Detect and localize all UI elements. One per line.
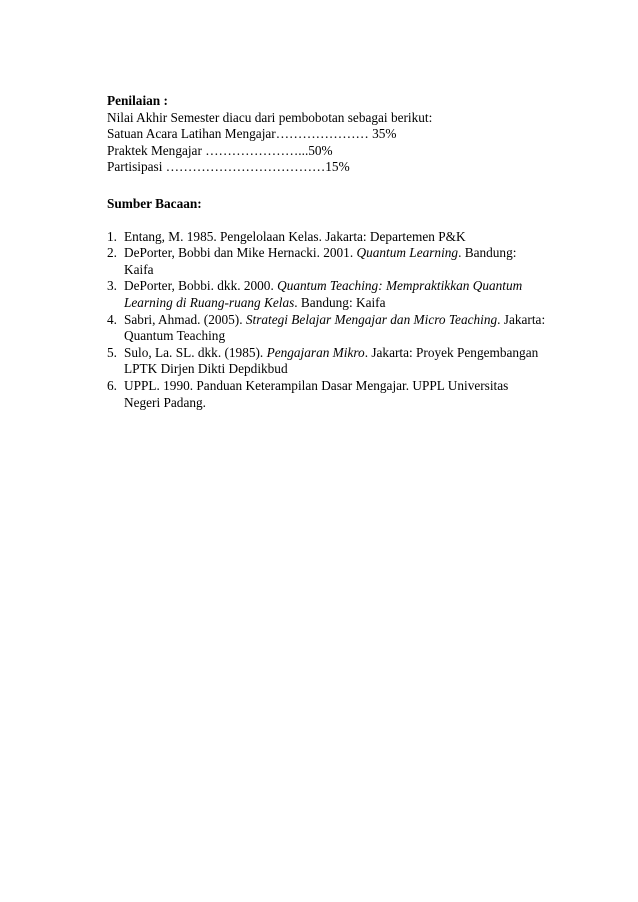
reference-number: 5. xyxy=(107,344,117,360)
reference-item xyxy=(107,229,547,246)
reference-item xyxy=(107,378,547,411)
reference-text: DePorter, Bobbi dan Mike Hernacki. 2001. Quantum Learning. Bandung: Kaifa xyxy=(124,245,517,277)
assessment-item-sal: Satuan Acara Latihan Mengajar………………… 35% xyxy=(107,126,397,142)
reference-text: Entang, M. 1985. Pengelolaan Kelas. Jakarta: Departemen P&K xyxy=(124,228,466,244)
section-spacer xyxy=(107,213,547,229)
references-heading: Sumber Bacaan: xyxy=(107,195,202,211)
section-spacer xyxy=(107,176,547,196)
reference-text: UPPL. 1990. Panduan Keterampilan Dasar Mengajar. UPPL Universitas Negeri Padang. xyxy=(124,377,509,410)
reference-number: 6. xyxy=(107,377,117,393)
reference-number: 1. xyxy=(107,228,117,244)
document-page xyxy=(107,93,547,411)
assessment-heading: Penilaian : xyxy=(107,93,168,108)
reference-number: 2. xyxy=(107,245,117,261)
reference-text: Sabri, Ahmad. (2005). Strategi Belajar Mengajar dan Micro Teaching. Jakarta: Quantum Teaching xyxy=(124,311,546,344)
references-list xyxy=(107,229,547,412)
reference-text: Sulo, La. SL. dkk. (1985). Pengajaran Mikro. Jakarta: Proyek Pengembangan LPTK Dirjen Dikti Depdikbud xyxy=(124,344,539,377)
reference-number: 4. xyxy=(107,311,117,327)
reference-item xyxy=(107,245,547,278)
reference-number: 3. xyxy=(107,278,117,294)
reference-item xyxy=(107,312,547,345)
assessment-item-praktek: Praktek Mengajar …………………...50% xyxy=(107,142,333,158)
assessment-intro: Nilai Akhir Semester diacu dari pembobotan sebagai berikut: xyxy=(107,109,433,125)
reference-item xyxy=(107,278,547,311)
assessment-item-partisipasi: Partisipasi ………………………………15% xyxy=(107,159,350,175)
reference-item xyxy=(107,345,547,378)
reference-text: DePorter, Bobbi. dkk. 2000. Quantum Teaching: Mempraktikkan Quantum Learning di Ruang-ruang Kelas. Bandung: Kaifa xyxy=(124,278,523,310)
